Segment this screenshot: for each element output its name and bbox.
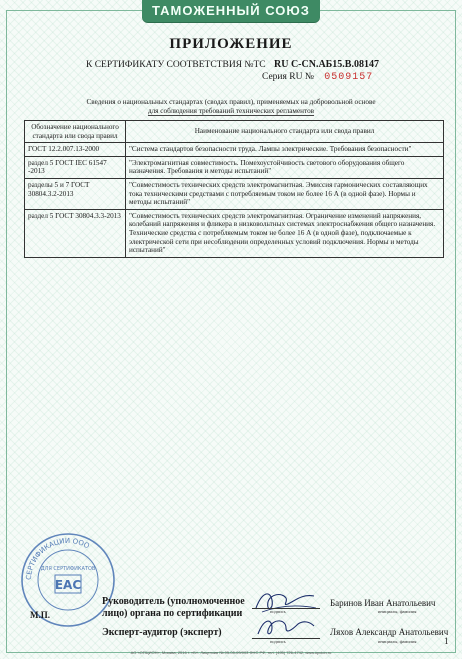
head-signature-line [252,608,320,609]
stamp-ring-text: СЕРТИФИКАЦИИ ООО [24,536,91,581]
table-row [25,143,444,157]
table-row [25,209,444,257]
row-designation: разделы 5 и 7 ГОСТ 30804.3.2-2013 [25,178,126,209]
head-name-caption: инициалы, фамилия [378,609,417,614]
page-title: ПРИЛОЖЕНИЕ [169,36,293,52]
intro-line-1: Сведения о национальных стандартах (сводах правил), применяемых на добровольной основе [86,98,376,106]
series-line [262,72,373,83]
head-label [102,596,245,620]
head-signature [252,586,320,616]
table-row [25,178,444,209]
series-number: 0509157 [324,72,374,83]
header-designation: Обозначение национального стандарта или свода правил [25,121,126,143]
expert-signature-caption: подпись [270,639,286,644]
head-name: Баринов Иван Анатольевич [330,598,436,608]
intro-line-2: для соблюдения требований технических регламентов [147,107,315,115]
standards-table [24,120,444,258]
series-label: Серия RU № [262,72,314,82]
printer-footer: АО «ОПЦИОН», Москва, 2016 г. «Б». Лицензия № 05-05-09/003 ФНС РФ, тел. (495) 726-4742, www.opcion.ru [130,650,332,655]
table-header-row [25,121,444,143]
row-name: "Совместимость технических средств электромагнитная. Эмиссия гармонических составляющих тока техническими средствами с потребляемым током не более 16 А (в одной фазе). Нормы и методы испытаний" [126,178,444,209]
certificate-label: К СЕРТИФИКАТУ СООТВЕТСТВИЯ [86,60,243,70]
row-name: "Система стандартов безопасности труда. Лампы электрические. Требования безопасности" [126,143,444,157]
row-name: "Электромагнитная совместимость. Помехоустойчивость светового оборудования общего назначения. Требования и методы испытаний" [126,156,444,178]
page-number: 1 [444,636,449,646]
certificate-line [86,59,379,70]
mp-label: М.П. [30,610,50,620]
expert-name-caption: инициалы, фамилия [378,639,417,644]
customs-union-banner: ТАМОЖЕННЫЙ СОЮЗ [142,0,320,22]
row-designation: ГОСТ 12.2.007.13-2000 [25,143,126,157]
certificate-prefix: №ТС [244,60,266,70]
row-designation: раздел 5 ГОСТ IEC 61547 -2013 [25,156,126,178]
head-signature-caption: подпись [270,609,286,614]
expert-label: Эксперт-аудитор (эксперт) [102,627,222,638]
head-label-line-2: лицо) органа по сертификации [102,608,243,619]
stamp-center-text: ДЛЯ СЕРТИФИКАТОВ [40,566,96,572]
table-row [25,156,444,178]
row-name: "Совместимость технических средств электромагнитная. Ограничение изменений напряжения, колебаний напряжения и фликера в низковольтных системах электроснабжения общего назначения. Технические средства с потребляемым током не более 16 А (в одной фазе), подключаемые к электрической сети при несоблюдении определенных условий подключения. Нормы и методы испытаний" [126,209,444,257]
head-label-line-1: Руководитель (уполномоченное [102,596,245,607]
certificate-number: RU C-CN.АБ15.В.08147 [274,59,379,70]
expert-signature-line [252,638,320,639]
header-name: Наименование национального стандарта или свода правил [126,121,444,143]
eac-mark: EAC [54,578,82,592]
row-designation: раздел 5 ГОСТ 30804.3.3-2013 [25,209,126,257]
expert-signature [252,614,320,640]
intro-text [30,98,432,116]
expert-name: Ляхов Александр Анатольевич [330,627,449,637]
